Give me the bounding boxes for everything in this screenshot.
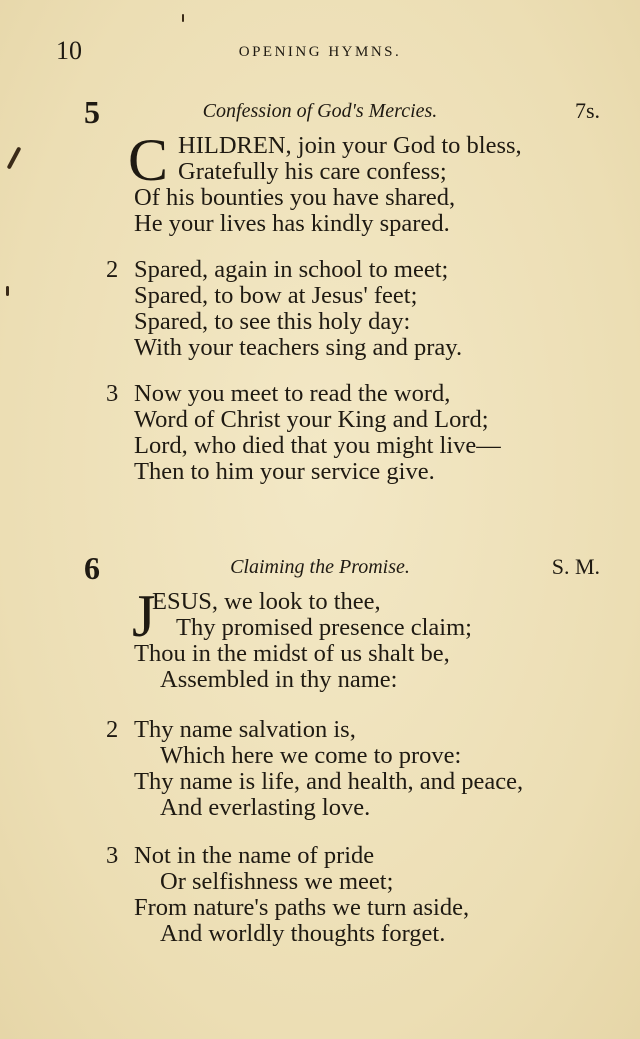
verse-line: Gratefully his care confess; <box>178 158 447 185</box>
page-number: 10 <box>56 36 82 65</box>
hymn-title: Confession of God's Mercies. <box>202 100 438 122</box>
verse-line: Thy name salvation is, <box>134 716 356 743</box>
verse-number: 2 <box>106 716 119 743</box>
verse-line: Which here we come to prove: <box>160 742 462 769</box>
verse-line: Spared, again in school to meet; <box>134 256 449 283</box>
ink-mark <box>182 14 184 22</box>
hymn-meter: 7s. <box>574 98 600 123</box>
hymn-number: 6 <box>84 550 100 586</box>
verse-number: 2 <box>106 256 119 283</box>
verse-line: With your teachers sing and pray. <box>134 334 463 361</box>
verse-line: Thy promised presence claim; <box>176 614 472 641</box>
verse-line: Thou in the midst of us shalt be, <box>134 640 450 667</box>
verse-line: Spared, to bow at Jesus' feet; <box>134 282 418 309</box>
hymn-number: 5 <box>84 94 100 130</box>
verse-line: HILDREN, join your God to bless, <box>178 132 522 159</box>
running-title: OPENING HYMNS. <box>238 44 402 60</box>
verse-line: Spared, to see this holy day: <box>134 308 411 335</box>
verse-line: He your lives has kindly spared. <box>134 210 450 237</box>
verse-line: And everlasting love. <box>160 794 371 821</box>
verse-line: Word of Christ your King and Lord; <box>134 406 489 433</box>
drop-cap: C <box>128 127 169 193</box>
verse-line: Or selfishness we meet; <box>160 868 394 895</box>
verse-number: 3 <box>106 380 119 407</box>
verse-line: ESUS, we look to thee, <box>152 588 381 615</box>
verse-line: Lord, who died that you might live— <box>134 432 501 459</box>
verse-line: And worldly thoughts forget. <box>160 920 446 947</box>
verse-line: Not in the name of pride <box>134 842 375 869</box>
hymn-6 <box>0 550 640 970</box>
verse-line: Assembled in thy name: <box>160 666 398 693</box>
running-head <box>0 36 640 70</box>
verse-number: 3 <box>106 842 119 869</box>
hymn-5 <box>0 94 640 514</box>
verse-line: Of his bounties you have shared, <box>134 184 456 211</box>
drop-cap: J <box>132 583 156 649</box>
verse-line: Thy name is life, and health, and peace, <box>134 768 524 795</box>
verse-line: From nature's paths we turn aside, <box>134 894 470 921</box>
hymn-title: Claiming the Promise. <box>230 556 410 578</box>
verse-line: Now you meet to read the word, <box>134 380 451 407</box>
hymn-meter: S. M. <box>551 554 600 579</box>
verse-line: Then to him your service give. <box>134 458 435 485</box>
